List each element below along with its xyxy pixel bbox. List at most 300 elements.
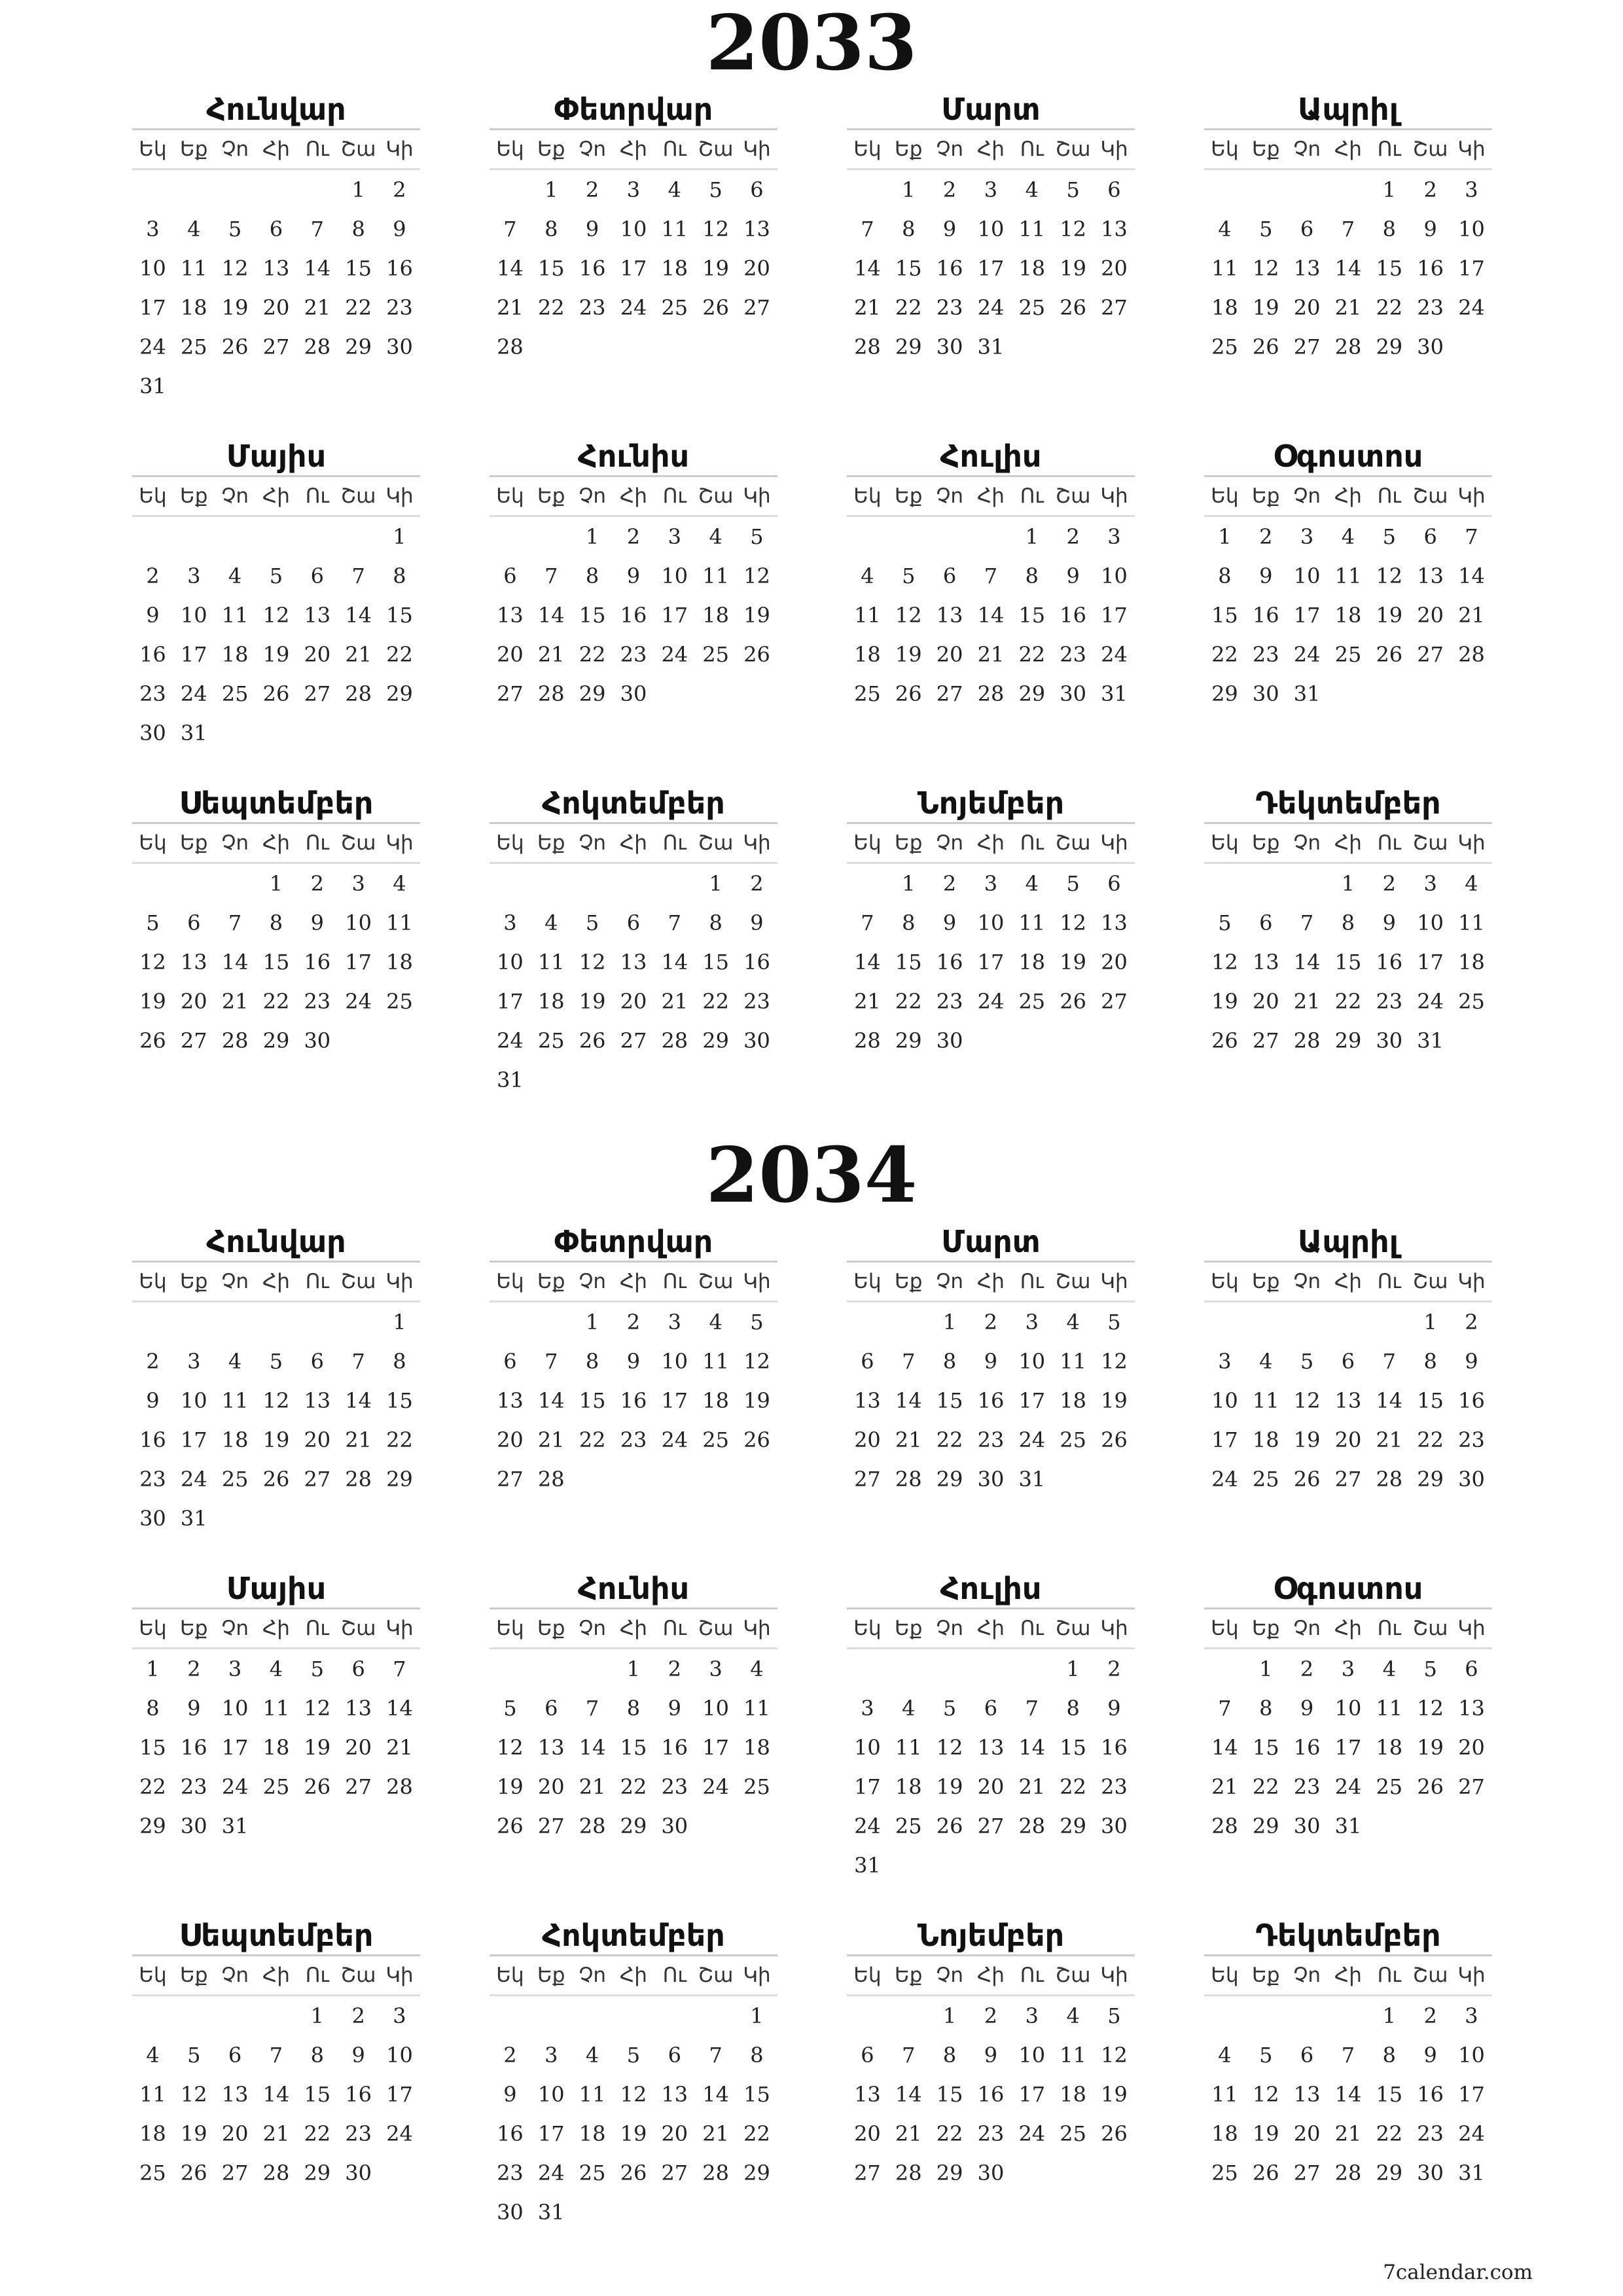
weekday-label: Շա: [1412, 137, 1448, 161]
day-cell: 20: [1293, 2121, 1321, 2146]
weekday-label: Եք: [1252, 1617, 1280, 1640]
day-cell: 13: [497, 1388, 524, 1413]
month-calendar: [1204, 784, 1492, 1060]
day-cell: 29: [1376, 334, 1403, 359]
day-cell: 6: [228, 2043, 242, 2068]
weekday-label: Ու: [662, 484, 687, 508]
day-cell: 3: [1025, 2003, 1039, 2028]
day-cell: 19: [262, 642, 290, 667]
month-name: Սեպտեմբեր: [132, 1916, 420, 1956]
day-cell: 7: [861, 910, 874, 935]
day-cell: 2: [503, 2043, 517, 2068]
day-cell: 15: [304, 2082, 331, 2107]
day-cell: 23: [497, 2161, 524, 2185]
day-cell: 26: [895, 681, 922, 706]
day-cell: 23: [1060, 642, 1086, 667]
day-cell: 14: [1458, 564, 1485, 588]
day-cell: 15: [579, 603, 606, 628]
day-cell: 13: [304, 603, 331, 628]
day-cell: 11: [1060, 2043, 1086, 2068]
day-cell: 31: [497, 1067, 524, 1092]
day-cell: 10: [221, 1696, 249, 1721]
day-grid: [490, 170, 777, 367]
month-name: Մարտ: [847, 1223, 1135, 1263]
day-cell: 15: [1376, 256, 1403, 281]
weekday-label: Եկ: [139, 831, 167, 855]
day-cell: 24: [1417, 989, 1444, 1014]
day-cell: 6: [1341, 1349, 1355, 1374]
day-cell: 17: [661, 603, 688, 628]
day-cell: 10: [180, 1388, 207, 1413]
weekday-label: Չո: [221, 831, 249, 855]
weekday-header-row: [1204, 1263, 1492, 1302]
day-cell: 8: [1382, 217, 1396, 242]
day-cell: 10: [1018, 1349, 1046, 1374]
day-cell: 15: [1376, 2082, 1403, 2107]
day-cell: 16: [1252, 603, 1279, 628]
day-cell: 19: [743, 1388, 770, 1413]
day-cell: 10: [854, 1735, 881, 1760]
day-cell: 28: [1334, 334, 1362, 359]
day-cell: 26: [936, 1814, 963, 1839]
day-cell: 16: [977, 2082, 1005, 2107]
day-cell: 9: [146, 603, 160, 628]
month-name: Դեկտեմբեր: [1204, 1916, 1492, 1956]
month-name: Օգոստոս: [1204, 1570, 1492, 1609]
month-calendar: [132, 1570, 420, 1846]
month-name: Նոյեմբեր: [847, 784, 1135, 824]
day-cell: 25: [1211, 334, 1238, 359]
weekday-label: Ու: [1020, 484, 1044, 508]
day-cell: 23: [1417, 295, 1444, 320]
day-cell: 1: [942, 2003, 957, 2028]
day-cell: 2: [942, 177, 957, 202]
day-cell: 7: [393, 1657, 406, 1681]
weekday-label: Կի: [743, 1964, 771, 1987]
weekday-label: Եք: [180, 137, 208, 161]
day-cell: 8: [902, 217, 916, 242]
weekday-label: Ու: [662, 831, 687, 855]
day-cell: 25: [702, 642, 729, 667]
day-cell: 1: [1218, 524, 1232, 549]
month-calendar: [847, 1570, 1135, 1885]
day-cell: 19: [262, 1427, 290, 1452]
day-cell: 23: [345, 2121, 372, 2146]
day-cell: 30: [977, 2161, 1005, 2185]
day-cell: 23: [1293, 1774, 1321, 1799]
day-cell: 18: [1376, 1735, 1403, 1760]
day-cell: 20: [743, 256, 770, 281]
weekday-label: Եք: [537, 137, 565, 161]
day-cell: 8: [1066, 1696, 1080, 1721]
day-cell: 25: [139, 2161, 166, 2185]
day-cell: 27: [304, 1467, 331, 1492]
weekday-label: Ու: [1020, 1964, 1044, 1987]
weekday-label: Կի: [1100, 1964, 1128, 1987]
day-cell: 30: [620, 681, 647, 706]
month-calendar: [1204, 1223, 1492, 1499]
day-cell: 15: [345, 256, 372, 281]
day-cell: 19: [1060, 950, 1086, 975]
weekday-header-row: [132, 477, 420, 517]
day-cell: 9: [626, 564, 641, 588]
day-cell: 22: [579, 1427, 606, 1452]
day-cell: 18: [537, 989, 565, 1014]
month-name: Սեպտեմբեր: [132, 784, 420, 824]
day-cell: 4: [1025, 177, 1039, 202]
weekday-label: Կի: [1457, 137, 1486, 161]
weekday-label: Ու: [1020, 137, 1044, 161]
day-cell: 17: [661, 1388, 688, 1413]
day-cell: 12: [1252, 256, 1279, 281]
day-cell: 14: [661, 950, 688, 975]
day-cell: 6: [187, 910, 201, 935]
weekday-label: Շա: [1055, 137, 1091, 161]
month-name: Հունիս: [490, 1570, 777, 1609]
day-grid: [132, 1302, 420, 1538]
day-cell: 10: [386, 2043, 413, 2068]
month-calendar: [1204, 1916, 1492, 2193]
day-cell: 28: [497, 334, 524, 359]
day-cell: 26: [1101, 1427, 1128, 1452]
weekday-label: Չո: [936, 831, 963, 855]
weekday-header-row: [490, 130, 777, 170]
day-cell: 5: [1423, 1657, 1437, 1681]
day-cell: 12: [1060, 910, 1086, 935]
day-cell: 18: [262, 1735, 290, 1760]
weekday-label: Շա: [340, 1617, 376, 1640]
weekday-label: Շա: [698, 831, 734, 855]
day-cell: 15: [895, 256, 922, 281]
day-cell: 4: [269, 1657, 283, 1681]
day-cell: 25: [537, 1028, 565, 1053]
day-cell: 16: [579, 256, 606, 281]
day-cell: 26: [702, 295, 729, 320]
day-cell: 1: [902, 871, 916, 896]
day-cell: 19: [895, 642, 922, 667]
day-cell: 17: [1293, 603, 1321, 628]
weekday-label: Չո: [221, 1964, 249, 1987]
day-cell: 14: [854, 950, 881, 975]
day-cell: 6: [1423, 524, 1437, 549]
day-cell: 16: [1417, 256, 1444, 281]
day-cell: 25: [702, 1427, 729, 1452]
day-cell: 9: [942, 910, 957, 935]
day-cell: 25: [661, 295, 688, 320]
day-cell: 12: [1252, 2082, 1279, 2107]
day-cell: 9: [984, 1349, 998, 1374]
day-cell: 24: [1018, 2121, 1046, 2146]
day-cell: 28: [304, 334, 331, 359]
day-cell: 11: [743, 1696, 770, 1721]
day-cell: 25: [1060, 2121, 1086, 2146]
weekday-label: Շա: [1055, 484, 1091, 508]
day-cell: 4: [187, 217, 201, 242]
day-cell: 21: [221, 989, 249, 1014]
day-grid: [490, 864, 777, 1100]
day-cell: 4: [585, 2043, 599, 2068]
weekday-label: Հի: [1334, 831, 1362, 855]
weekday-label: Հի: [262, 137, 290, 161]
day-cell: 12: [1101, 2043, 1128, 2068]
day-cell: 7: [544, 1349, 558, 1374]
day-cell: 28: [262, 2161, 290, 2185]
day-cell: 8: [351, 217, 365, 242]
day-cell: 12: [936, 1735, 963, 1760]
day-cell: 16: [620, 1388, 647, 1413]
day-cell: 5: [1107, 1310, 1121, 1335]
day-grid: [490, 1302, 777, 1499]
day-cell: 24: [1211, 1467, 1238, 1492]
weekday-label: Եք: [180, 1964, 208, 1987]
day-cell: 1: [585, 524, 599, 549]
day-cell: 7: [585, 1696, 599, 1721]
weekday-label: Չո: [936, 1964, 963, 1987]
day-cell: 9: [1107, 1696, 1121, 1721]
day-cell: 17: [1334, 1735, 1362, 1760]
day-cell: 18: [1060, 1388, 1086, 1413]
day-cell: 28: [1334, 2161, 1362, 2185]
weekday-label: Չո: [579, 1964, 606, 1987]
day-cell: 13: [936, 603, 963, 628]
day-cell: 30: [345, 2161, 372, 2185]
weekday-header-row: [490, 1956, 777, 1996]
weekday-label: Շա: [1412, 1617, 1448, 1640]
weekday-label: Շա: [340, 831, 376, 855]
day-cell: 14: [1334, 256, 1362, 281]
weekday-label: Հի: [620, 1964, 647, 1987]
weekday-label: Եք: [537, 1270, 565, 1293]
weekday-label: Ու: [1377, 1617, 1401, 1640]
day-cell: 18: [1211, 295, 1238, 320]
weekday-header-row: [490, 1263, 777, 1302]
weekday-label: Շա: [1055, 831, 1091, 855]
day-cell: 27: [1293, 334, 1321, 359]
day-cell: 26: [1252, 334, 1279, 359]
day-cell: 13: [1101, 910, 1128, 935]
day-cell: 18: [579, 2121, 606, 2146]
day-cell: 7: [709, 2043, 722, 2068]
day-cell: 2: [1465, 1310, 1478, 1335]
day-cell: 18: [1334, 603, 1362, 628]
weekday-label: Եկ: [496, 1617, 524, 1640]
day-cell: 24: [661, 1427, 688, 1452]
day-cell: 25: [1018, 295, 1046, 320]
day-cell: 8: [544, 217, 558, 242]
day-cell: 4: [393, 871, 406, 896]
weekday-label: Չո: [221, 484, 249, 508]
day-cell: 11: [221, 603, 249, 628]
day-cell: 3: [668, 524, 681, 549]
weekday-label: Եք: [1252, 137, 1280, 161]
day-cell: 1: [393, 524, 406, 549]
day-cell: 23: [579, 295, 606, 320]
month-calendar: [132, 784, 420, 1060]
day-cell: 25: [262, 1774, 290, 1799]
day-cell: 18: [854, 642, 881, 667]
day-cell: 20: [1252, 989, 1279, 1014]
day-cell: 1: [393, 1310, 406, 1335]
day-cell: 25: [1376, 1774, 1403, 1799]
day-cell: 15: [620, 1735, 647, 1760]
month-calendar: [1204, 437, 1492, 713]
day-cell: 27: [1252, 1028, 1279, 1053]
day-cell: 23: [180, 1774, 207, 1799]
day-cell: 10: [497, 950, 524, 975]
weekday-label: Հի: [1334, 1964, 1362, 1987]
day-cell: 5: [187, 2043, 201, 2068]
month-name: Նոյեմբեր: [847, 1916, 1135, 1956]
day-cell: 4: [1025, 871, 1039, 896]
day-cell: 12: [262, 603, 290, 628]
weekday-label: Եկ: [853, 831, 882, 855]
day-cell: 2: [1259, 524, 1273, 549]
day-cell: 3: [1423, 871, 1437, 896]
day-cell: 10: [661, 1349, 688, 1374]
weekday-label: Հի: [977, 1617, 1005, 1640]
day-grid: [1204, 1649, 1492, 1846]
day-cell: 28: [1293, 1028, 1321, 1053]
day-cell: 28: [1018, 1814, 1046, 1839]
day-cell: 6: [861, 2043, 874, 2068]
day-cell: 21: [345, 1427, 372, 1452]
day-cell: 1: [1341, 871, 1355, 896]
day-cell: 3: [709, 1657, 722, 1681]
weekday-label: Շա: [1055, 1617, 1091, 1640]
day-cell: 7: [269, 2043, 283, 2068]
day-cell: 5: [1218, 910, 1232, 935]
day-cell: 20: [854, 2121, 881, 2146]
day-cell: 18: [221, 1427, 249, 1452]
weekday-label: Հի: [262, 831, 290, 855]
day-cell: 14: [304, 256, 331, 281]
day-cell: 21: [661, 989, 688, 1014]
weekday-label: Ու: [1377, 137, 1401, 161]
weekday-label: Կի: [1457, 1964, 1486, 1987]
day-cell: 25: [1211, 2161, 1238, 2185]
day-cell: 4: [1218, 217, 1232, 242]
day-cell: 20: [936, 642, 963, 667]
day-cell: 12: [497, 1735, 524, 1760]
day-cell: 26: [1252, 2161, 1279, 2185]
weekday-label: Չո: [579, 137, 606, 161]
day-cell: 1: [351, 177, 365, 202]
day-grid: [847, 517, 1135, 713]
day-cell: 30: [1101, 1814, 1128, 1839]
day-grid: [490, 1996, 777, 2232]
day-cell: 21: [1293, 989, 1321, 1014]
day-cell: 13: [180, 950, 207, 975]
day-cell: 8: [1259, 1696, 1273, 1721]
day-cell: 24: [661, 642, 688, 667]
weekday-label: Եկ: [853, 1964, 882, 1987]
month-calendar: [132, 437, 420, 753]
day-cell: 26: [1101, 2121, 1128, 2146]
weekday-label: Եկ: [496, 137, 524, 161]
day-cell: 7: [351, 564, 365, 588]
day-cell: 11: [386, 910, 413, 935]
day-cell: 7: [503, 217, 517, 242]
weekday-label: Չո: [579, 484, 606, 508]
day-cell: 12: [743, 564, 770, 588]
day-cell: 14: [386, 1696, 413, 1721]
day-cell: 30: [139, 1506, 166, 1531]
day-cell: 3: [861, 1696, 874, 1721]
weekday-label: Ու: [662, 137, 687, 161]
day-cell: 29: [1417, 1467, 1444, 1492]
day-cell: 4: [1341, 524, 1355, 549]
day-cell: 9: [310, 910, 324, 935]
day-cell: 7: [1341, 2043, 1355, 2068]
weekday-label: Եք: [537, 831, 565, 855]
day-cell: 8: [942, 1349, 957, 1374]
day-cell: 31: [1101, 681, 1128, 706]
day-cell: 12: [221, 256, 249, 281]
day-cell: 1: [544, 177, 558, 202]
day-cell: 28: [895, 1467, 922, 1492]
weekday-label: Եկ: [496, 1270, 524, 1293]
day-cell: 19: [1211, 989, 1238, 1014]
day-cell: 26: [304, 1774, 331, 1799]
day-cell: 22: [386, 642, 413, 667]
day-cell: 25: [895, 1814, 922, 1839]
day-cell: 4: [861, 564, 874, 588]
day-cell: 23: [936, 989, 963, 1014]
day-cell: 13: [497, 603, 524, 628]
weekday-label: Եկ: [853, 137, 882, 161]
day-cell: 19: [1252, 2121, 1279, 2146]
day-cell: 20: [221, 2121, 249, 2146]
weekday-label: Եկ: [1211, 1617, 1239, 1640]
day-grid: [132, 864, 420, 1060]
day-cell: 29: [1376, 2161, 1403, 2185]
day-cell: 13: [345, 1696, 372, 1721]
day-cell: 11: [1211, 256, 1238, 281]
weekday-label: Եք: [895, 1617, 923, 1640]
day-cell: 21: [386, 1735, 413, 1760]
weekday-label: Ու: [1377, 1964, 1401, 1987]
day-cell: 6: [351, 1657, 365, 1681]
day-cell: 14: [977, 603, 1005, 628]
weekday-label: Շա: [698, 1617, 734, 1640]
day-cell: 9: [1300, 1696, 1314, 1721]
day-cell: 19: [139, 989, 166, 1014]
day-cell: 24: [537, 2161, 565, 2185]
day-cell: 23: [661, 1774, 688, 1799]
day-cell: 24: [1458, 295, 1485, 320]
day-cell: 8: [393, 564, 406, 588]
day-cell: 24: [497, 1028, 524, 1053]
day-grid: [490, 517, 777, 713]
day-cell: 10: [345, 910, 372, 935]
day-cell: 24: [702, 1774, 729, 1799]
weekday-label: Եք: [1252, 484, 1280, 508]
weekday-label: Եք: [1252, 831, 1280, 855]
day-cell: 10: [977, 217, 1005, 242]
month-calendar: [132, 1916, 420, 2193]
day-grid: [1204, 170, 1492, 367]
month-calendar: [847, 1916, 1135, 2193]
weekday-label: Ու: [1377, 831, 1401, 855]
day-cell: 5: [750, 1310, 764, 1335]
day-cell: 13: [1293, 2082, 1321, 2107]
weekday-label: Կի: [1457, 484, 1486, 508]
day-cell: 11: [1334, 564, 1362, 588]
day-cell: 17: [1458, 2082, 1485, 2107]
weekday-label: Չո: [936, 1617, 963, 1640]
day-cell: 1: [585, 1310, 599, 1335]
day-cell: 8: [1025, 564, 1039, 588]
